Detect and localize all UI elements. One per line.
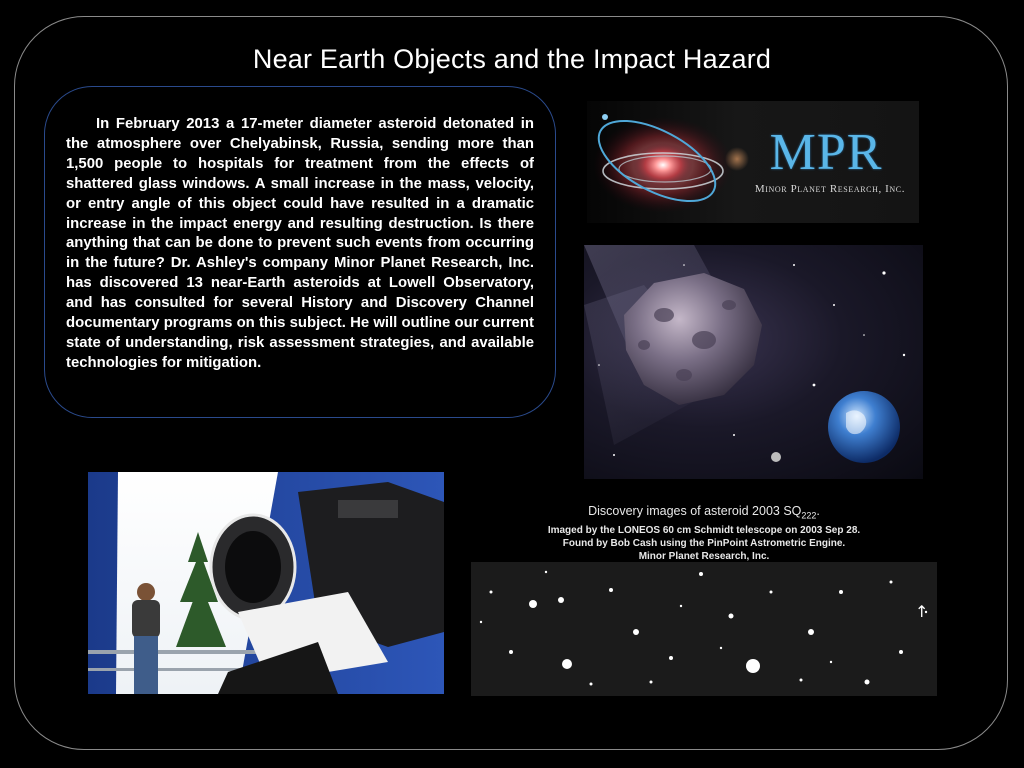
starfield-art (471, 562, 937, 696)
up-arrow-icon: ↑ (915, 602, 929, 621)
discovery-line-telescope: Imaged by the LONEOS 60 cm Schmidt telescope on 2003 Sep 28. (547, 524, 861, 536)
discovery-title-subscript: 222 (801, 510, 817, 521)
mpr-wordmark: MPR (769, 124, 883, 181)
observatory-photo (88, 472, 444, 694)
discovery-title (470, 503, 938, 524)
slide-title: Near Earth Objects and the Impact Hazard (252, 44, 772, 74)
mpr-logo (587, 101, 919, 223)
discovery-line-finder: Found by Bob Cash using the PinPoint Astrometric Engine. (562, 537, 846, 549)
discovery-caption (470, 503, 938, 563)
discovery-title-prefix: Discovery images of asteroid 2003 SQ (588, 504, 802, 518)
discovery-starfield-image (471, 562, 937, 696)
discovery-line-org: Minor Planet Research, Inc. (638, 550, 770, 562)
discovery-title-suffix: . (816, 504, 820, 518)
asteroid-painting-art (584, 245, 923, 479)
observatory-photo-art (88, 472, 444, 694)
asteroid-painting (584, 245, 923, 479)
mpr-subtitle: Minor Planet Research, Inc. (754, 183, 906, 195)
abstract-text: In February 2013 a 17-meter diameter asteroid detonated in the atmosphere over Chelyabinsk, Russia, sending more than 1,500 people to hospitals for treatment from the effects of shattered glass windows. A small increase in the mass, velocity, or entry angle of this object could have resulted in a dramatic increase in the impact energy and resulting destruction. Is there anything that can be done to prevent such events from occurring in the future? Dr. Ashley's company Minor Planet Research, Inc. has discovered 13 near-Earth asteroids at Lowell Observatory, and has consulted for several History and Discovery Channel documentary programs on this subject. He will outline our current state of understanding, risk assessment strategies, and available technologies for mitigation. (66, 116, 534, 371)
